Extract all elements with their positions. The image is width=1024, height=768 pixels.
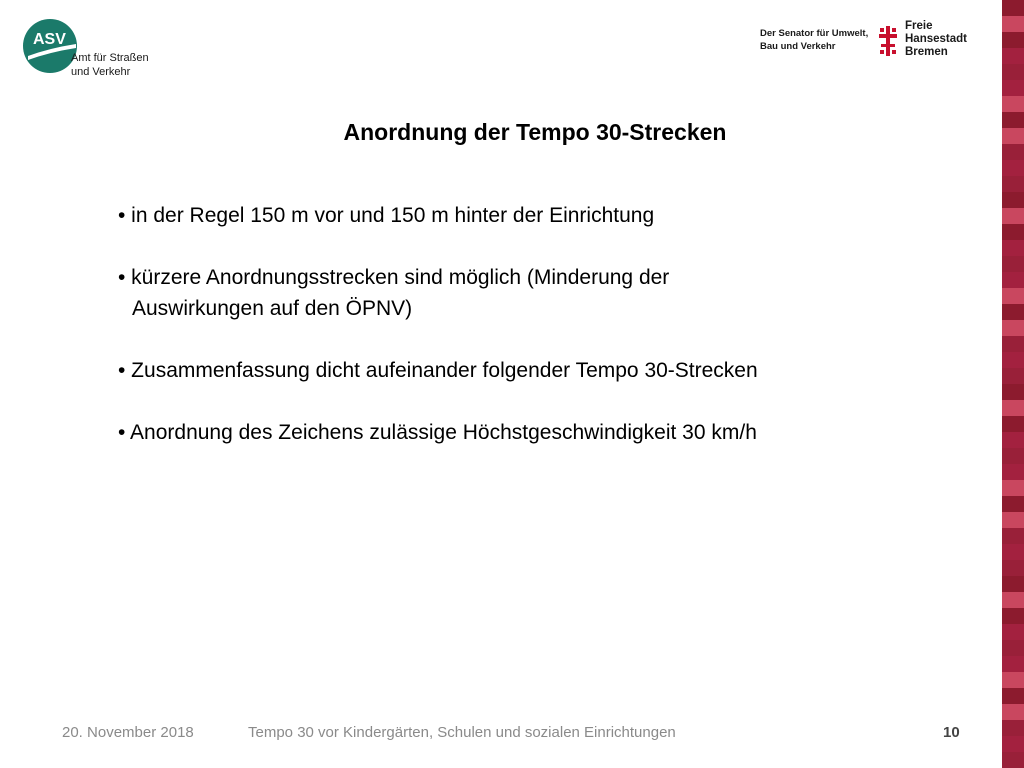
stripe-block bbox=[1002, 416, 1024, 432]
bullet-list bbox=[118, 200, 978, 479]
bullet-text-continuation: Auswirkungen auf den ÖPNV) bbox=[132, 297, 413, 320]
stripe-block bbox=[1002, 640, 1024, 656]
bullet-item bbox=[118, 200, 978, 231]
bullet-item bbox=[118, 355, 978, 386]
page-number: 10 bbox=[943, 724, 960, 741]
stripe-block bbox=[1002, 176, 1024, 192]
stripe-block bbox=[1002, 736, 1024, 752]
stripe-block bbox=[1002, 560, 1024, 576]
stripe-block bbox=[1002, 96, 1024, 112]
asv-logo-icon bbox=[22, 18, 78, 74]
stripe-block bbox=[1002, 704, 1024, 720]
bullet-item bbox=[118, 262, 978, 324]
stripe-block bbox=[1002, 720, 1024, 736]
asv-name bbox=[71, 51, 149, 79]
stripe-block bbox=[1002, 272, 1024, 288]
stripe-block bbox=[1002, 672, 1024, 688]
stripe-block bbox=[1002, 480, 1024, 496]
bremen-key-emblem-icon bbox=[876, 24, 900, 58]
stripe-block bbox=[1002, 752, 1024, 768]
footer-topic: Tempo 30 vor Kindergärten, Schulen und sozialen Einrichtungen bbox=[248, 724, 676, 741]
stripe-block bbox=[1002, 160, 1024, 176]
stripe-block bbox=[1002, 336, 1024, 352]
stripe-block bbox=[1002, 240, 1024, 256]
stripe-block bbox=[1002, 352, 1024, 368]
stripe-block bbox=[1002, 384, 1024, 400]
bullet-text: • Zusammenfassung dicht aufeinander folgender Tempo 30-Strecken bbox=[118, 359, 758, 382]
senator-label bbox=[760, 27, 868, 53]
stripe-block bbox=[1002, 288, 1024, 304]
asv-name-line-2: und Verkehr bbox=[71, 66, 131, 78]
stripe-block bbox=[1002, 48, 1024, 64]
stripe-block bbox=[1002, 80, 1024, 96]
stripe-block bbox=[1002, 448, 1024, 464]
stripe-block bbox=[1002, 256, 1024, 272]
stripe-block bbox=[1002, 656, 1024, 672]
bremen-label bbox=[905, 20, 967, 59]
stripe-block bbox=[1002, 608, 1024, 624]
bullet-text: • kürzere Anordnungsstrecken sind möglich (Minderung der bbox=[118, 266, 670, 289]
bremen-line-2: Hansestadt bbox=[905, 33, 967, 45]
stripe-block bbox=[1002, 592, 1024, 608]
stripe-block bbox=[1002, 32, 1024, 48]
slide-title: Anordnung der Tempo 30-Strecken bbox=[343, 119, 727, 145]
asv-abbr: ASV bbox=[33, 31, 66, 48]
bremen-line-1: Freie bbox=[905, 20, 933, 32]
stripe-block bbox=[1002, 528, 1024, 544]
asv-logo bbox=[22, 18, 162, 82]
stripe-block bbox=[1002, 0, 1024, 16]
bullet-text: • in der Regel 150 m vor und 150 m hinter der Einrichtung bbox=[118, 204, 655, 227]
stripe-block bbox=[1002, 544, 1024, 560]
stripe-block bbox=[1002, 464, 1024, 480]
bremen-line-3: Bremen bbox=[905, 46, 948, 58]
stripe-block bbox=[1002, 512, 1024, 528]
stripe-block bbox=[1002, 208, 1024, 224]
stripe-block bbox=[1002, 16, 1024, 32]
stripe-block bbox=[1002, 368, 1024, 384]
stripe-block bbox=[1002, 496, 1024, 512]
stripe-block bbox=[1002, 304, 1024, 320]
senator-line-2: Bau und Verkehr bbox=[760, 41, 836, 52]
asv-name-line-1: Amt für Straßen bbox=[71, 52, 149, 64]
bullet-item bbox=[118, 417, 978, 448]
stripe-block bbox=[1002, 624, 1024, 640]
stripe-block bbox=[1002, 688, 1024, 704]
bullet-text: • Anordnung des Zeichens zulässige Höchstgeschwindigkeit 30 km/h bbox=[118, 421, 757, 444]
stripe-block bbox=[1002, 144, 1024, 160]
senator-line-1: Der Senator für Umwelt, bbox=[760, 28, 869, 39]
footer-date: 20. November 2018 bbox=[62, 724, 194, 741]
stripe-block bbox=[1002, 432, 1024, 448]
stripe-block bbox=[1002, 192, 1024, 208]
stripe-block bbox=[1002, 320, 1024, 336]
stripe-block bbox=[1002, 64, 1024, 80]
decorative-stripe bbox=[1002, 0, 1024, 768]
stripe-block bbox=[1002, 400, 1024, 416]
stripe-block bbox=[1002, 224, 1024, 240]
stripe-block bbox=[1002, 576, 1024, 592]
